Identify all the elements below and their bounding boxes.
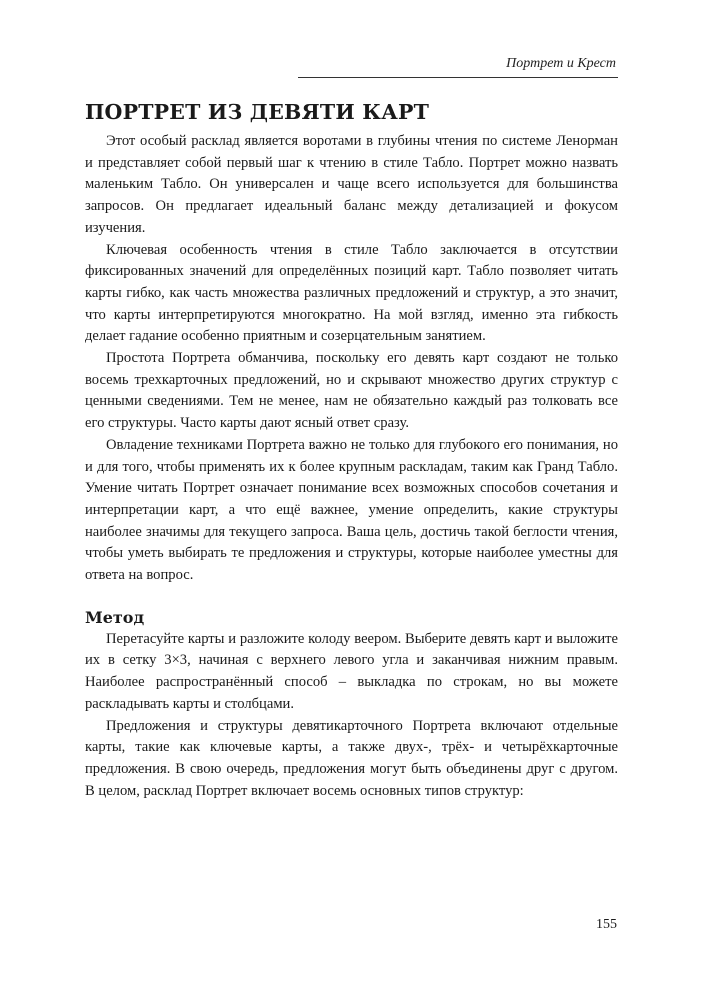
running-head: Портрет и Крест	[506, 56, 616, 71]
method-heading: Метод	[85, 607, 145, 627]
chapter-title: ПОРТРЕТ ИЗ ДЕВЯТИ КАРТ	[85, 100, 430, 124]
method-paragraph-2: Предложения и структуры девятикарточного Портрета включают отдельные карты, такие как ключевые карты, а также двух-, трёх- и четырёхкарточные предложения. В свою очередь, предложения могут быть объединены друг с другом. В целом, расклад Портрет включает восемь основных типов структур:	[85, 717, 618, 799]
paragraph-2: Ключевая особенность чтения в стиле Табло заключается в отсутствии фиксированных значений для определённых позиций карт. Табло позволяет читать карты гибко, как часть множества различных предложений и структур, а это значит, что карты интерпретируются многократно. На мой взгляд, именно эта гибкость делает гадание особенно приятным и созерцательным занятием.	[85, 241, 618, 345]
page-number: 155	[596, 917, 617, 932]
paragraph-3: Простота Портрета обманчива, поскольку его девять карт создают не только восемь трехкарточных предложений, но и скрывают множество других структур с ценными сведениями. Тем не менее, нам не обязательно каждый раз толковать все его структуры. Часто карты дают ясный ответ сразу.	[85, 350, 618, 432]
paragraph-4: Овладение техниками Портрета важно не только для глубокого его понимания, но и для того, чтобы применять их к более крупным раскладам, таким как Гранд Табло. Умение читать Портрет означает понимание всех возможных способов сочетания и интерпретации карт, а что ещё важнее, умение определить, какие структуры наиболее значимы для текущего запроса. Ваша цель, достичь такой беглости чтения, чтобы уметь выбирать те предложения и структуры, которые наиболее уместны для ответа на вопрос.	[85, 436, 618, 584]
page-body	[85, 100, 618, 802]
method-paragraph-1: Перетасуйте карты и разложите колоду веером. Выберите девять карт и выложите их в сетку 3×3, начиная с верхнего левого угла и заканчивая нижним правым. Наиболее распространённый способ – выкладка по строкам, но вы можете раскладывать карты и столбцами.	[85, 630, 618, 712]
paragraph-1: Этот особый расклад является воротами в глубины чтения по системе Ленорман и представляет собой первый шаг к чтению в стиле Табло. Портрет можно назвать маленьким Табло. Он универсален и чаще всего используется для большинства запросов. Он предлагает идеальный баланс между детализацией и фокусом изучения.	[85, 133, 618, 236]
header-rule	[298, 77, 618, 78]
